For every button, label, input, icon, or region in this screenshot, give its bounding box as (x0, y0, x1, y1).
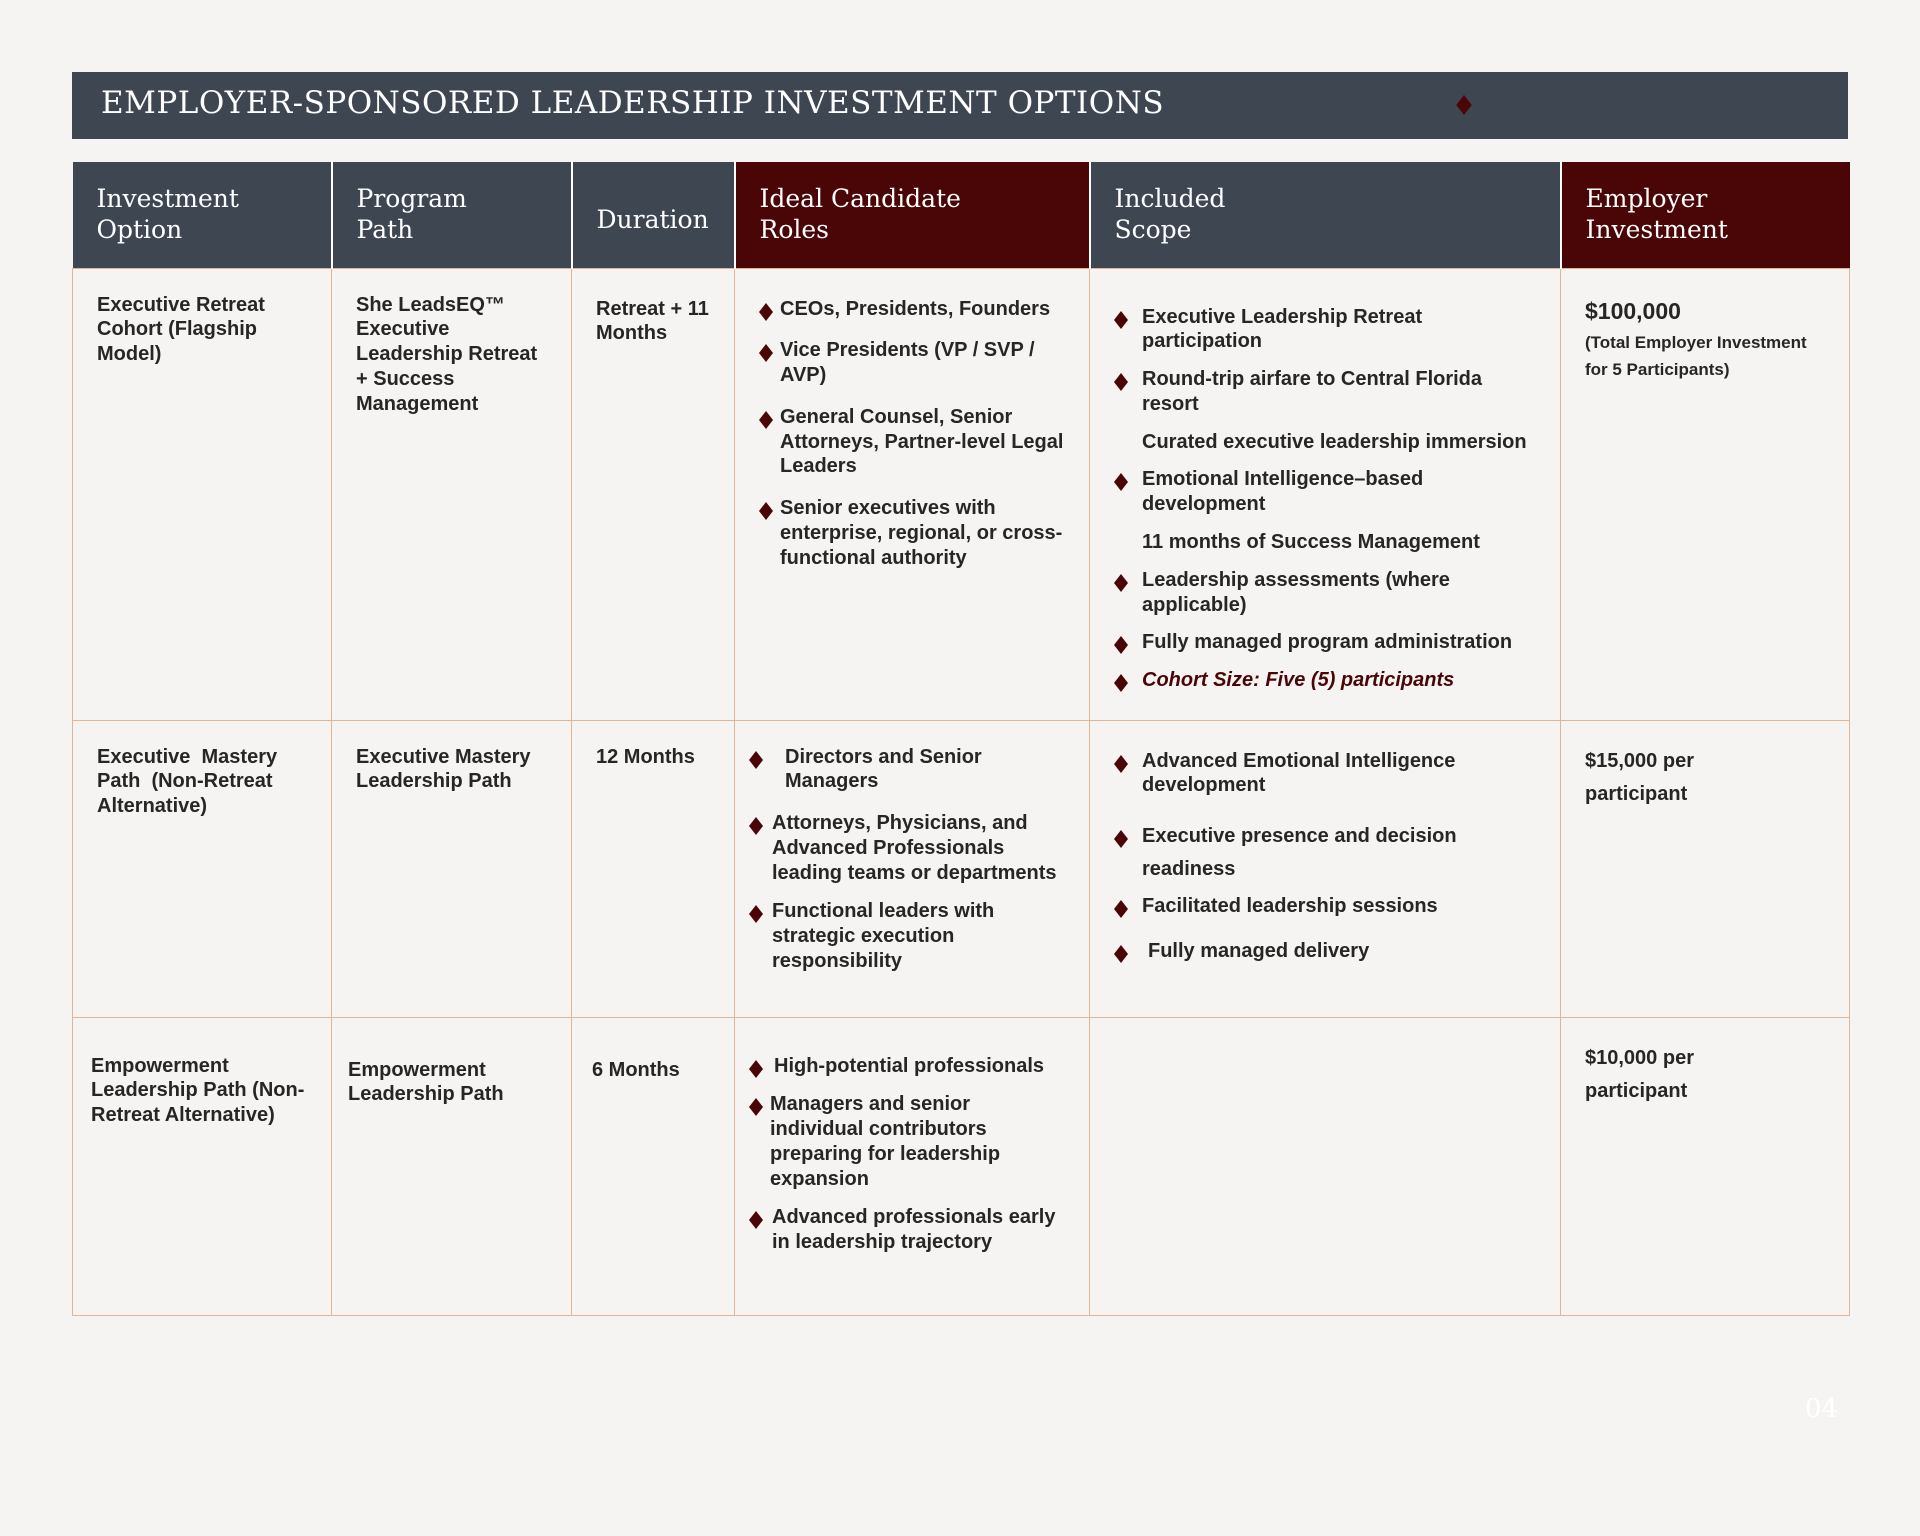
page-number: 04 (1804, 1394, 1838, 1424)
diamond-bullet-icon (749, 1060, 763, 1078)
diamond-bullet-icon (1114, 373, 1128, 391)
investment-option-text: Executive Retreat Cohort (Flagship Model) (97, 293, 265, 366)
diamond-bullet-icon (749, 817, 763, 835)
program-path-text: Empowerment Leadership Path (348, 1058, 504, 1106)
header-label: Program Path (356, 184, 467, 244)
list-item-text: Executive presence and decision readiness (1142, 825, 1457, 881)
investment-option-cell (73, 720, 332, 1017)
list-item-text: Attorneys, Physicians, and Advanced Professionals leading teams or departments (772, 812, 1057, 884)
investment-option-text: Empowerment Leadership Path (Non-Retreat Alternative) (91, 1054, 305, 1127)
list-item (749, 1205, 1065, 1255)
investment-cell (1561, 268, 1850, 720)
header-label: Investment Option (96, 184, 239, 244)
roles-list (749, 745, 1065, 974)
list-item (1114, 305, 1536, 355)
list-item (1114, 749, 1536, 799)
list-item-text: Round-trip airfare to Central Florida resort (1142, 368, 1483, 415)
roles-list (759, 297, 1065, 571)
duration-cell (572, 720, 735, 1017)
header-label: Ideal Candidate Roles (759, 184, 961, 244)
page-title: EMPLOYER-SPONSORED LEADERSHIP INVESTMENT OPTIONS (101, 85, 1165, 121)
program-path-text: Executive Mastery Leadership Path (356, 745, 531, 793)
header-employer-investment (1561, 162, 1850, 268)
list-item (1114, 530, 1536, 555)
diamond-bullet-icon (759, 303, 773, 321)
cohort-size-text: Cohort Size: Five (5) participants (1142, 669, 1455, 692)
list-item-text: Emotional Intelligence–based development (1142, 468, 1424, 516)
diamond-bullet-icon (1114, 473, 1128, 491)
diamond-bullet-icon (759, 344, 773, 362)
header-row (73, 162, 1850, 268)
list-item-text: Senior executives with enterprise, regional, or cross-functional authority (780, 497, 1063, 569)
investment-amount: $10,000 per participant (1585, 1046, 1694, 1102)
header-label: Included Scope (1114, 184, 1226, 244)
diamond-bullet-icon (1114, 945, 1128, 963)
program-path-cell (332, 268, 572, 720)
list-item-text: Executive Leadership Retreat participation (1142, 305, 1423, 353)
diamond-bullet-icon (759, 502, 773, 520)
scope-list (1114, 305, 1536, 694)
scope-cell (1090, 268, 1561, 720)
scope-list (1114, 749, 1536, 964)
table-row (73, 1017, 1850, 1315)
roles-cell (735, 720, 1090, 1017)
list-item-text: Facilitated leadership sessions (1142, 895, 1438, 918)
header-program-path (332, 162, 572, 268)
list-item-text: Leadership assessments (where applicable) (1142, 568, 1450, 616)
diamond-bullet-icon (749, 751, 763, 769)
diamond-bullet-icon (1114, 900, 1128, 918)
roles-cell (735, 268, 1090, 720)
investment-option-cell (73, 1017, 332, 1315)
duration-text: 6 Months (592, 1058, 680, 1081)
list-item (1114, 668, 1536, 693)
list-item (1114, 820, 1536, 886)
header-duration (572, 162, 735, 268)
duration-text: Retreat + 11 Months (596, 297, 709, 345)
list-item-text: 11 months of Success Management (1142, 531, 1480, 554)
list-item (1114, 367, 1536, 417)
list-item-text: Curated executive leadership immersion (1142, 430, 1527, 453)
list-item-text: Vice Presidents (VP / SVP / AVP) (780, 339, 1035, 387)
list-item (759, 338, 1065, 388)
investment-option-text: Executive Mastery Path (Non-Retreat Alternative) (97, 745, 283, 818)
list-item-text: Fully managed program administration (1142, 631, 1513, 654)
diamond-bullet-icon (749, 1211, 763, 1229)
list-item (1114, 939, 1536, 964)
header-investment-option (73, 162, 332, 268)
table-row (73, 720, 1850, 1017)
investment-cell (1561, 1017, 1850, 1315)
title-banner (72, 72, 1848, 139)
roles-list (749, 1054, 1065, 1256)
program-path-cell (332, 720, 572, 1017)
diamond-icon (1454, 95, 1474, 115)
diamond-bullet-icon (759, 411, 773, 429)
list-item-text: Managers and senior individual contributors preparing for leadership expansion (770, 1093, 1001, 1190)
scope-cell-empty (1090, 1017, 1561, 1315)
list-item (749, 1054, 1065, 1079)
investment-note: (Total Employer Investment for 5 Participants) (1585, 333, 1807, 380)
list-item (749, 899, 1065, 973)
list-item-text: Advanced professionals early in leadership trajectory (772, 1206, 1056, 1254)
list-item-text: CEOs, Presidents, Founders (780, 297, 1051, 320)
list-item (759, 405, 1065, 479)
investment-amount: $15,000 per participant (1585, 749, 1694, 805)
diamond-bullet-icon (1114, 674, 1128, 692)
list-item (749, 1092, 1065, 1191)
list-item (1114, 430, 1536, 455)
roles-cell (735, 1017, 1090, 1315)
list-item (749, 811, 1065, 885)
diamond-bullet-icon (1114, 574, 1128, 592)
header-included-scope (1090, 162, 1561, 268)
list-item-text: Advanced Emotional Intelligence development (1142, 749, 1456, 797)
investment-options-table (72, 162, 1850, 1316)
duration-text: 12 Months (596, 745, 695, 768)
header-ideal-candidate-roles (735, 162, 1090, 268)
investment-amount: $100,000 (1585, 297, 1681, 324)
list-item-text: Directors and Senior Managers (785, 745, 982, 793)
list-item (1114, 894, 1536, 919)
list-item-text: High-potential professionals (774, 1054, 1045, 1077)
list-item (1114, 467, 1536, 517)
diamond-bullet-icon (1114, 755, 1128, 773)
table-row (73, 268, 1850, 720)
diamond-bullet-icon (749, 905, 763, 923)
program-path-cell (332, 1017, 572, 1315)
duration-cell (572, 1017, 735, 1315)
diamond-bullet-icon (1114, 830, 1128, 848)
list-item (1114, 568, 1536, 618)
duration-cell (572, 268, 735, 720)
list-item (1114, 630, 1536, 655)
header-label: Employer Investment (1585, 184, 1728, 244)
scope-cell (1090, 720, 1561, 1017)
header-label: Duration (596, 204, 709, 234)
list-item (759, 297, 1065, 322)
list-item-text: Functional leaders with strategic execution responsibility (772, 900, 995, 973)
list-item (749, 745, 1065, 795)
diamond-bullet-icon (1114, 636, 1128, 654)
diamond-bullet-icon (1114, 311, 1128, 329)
diamond-bullet-icon (749, 1098, 763, 1116)
program-path-text: She LeadsEQ™ Executive Leadership Retreat + Success Management (356, 293, 538, 415)
investment-option-cell (73, 268, 332, 720)
list-item-text: General Counsel, Senior Attorneys, Partner-level Legal Leaders (780, 405, 1064, 478)
investment-cell (1561, 720, 1850, 1017)
list-item-text: Fully managed delivery (1148, 939, 1370, 962)
list-item (759, 496, 1065, 570)
